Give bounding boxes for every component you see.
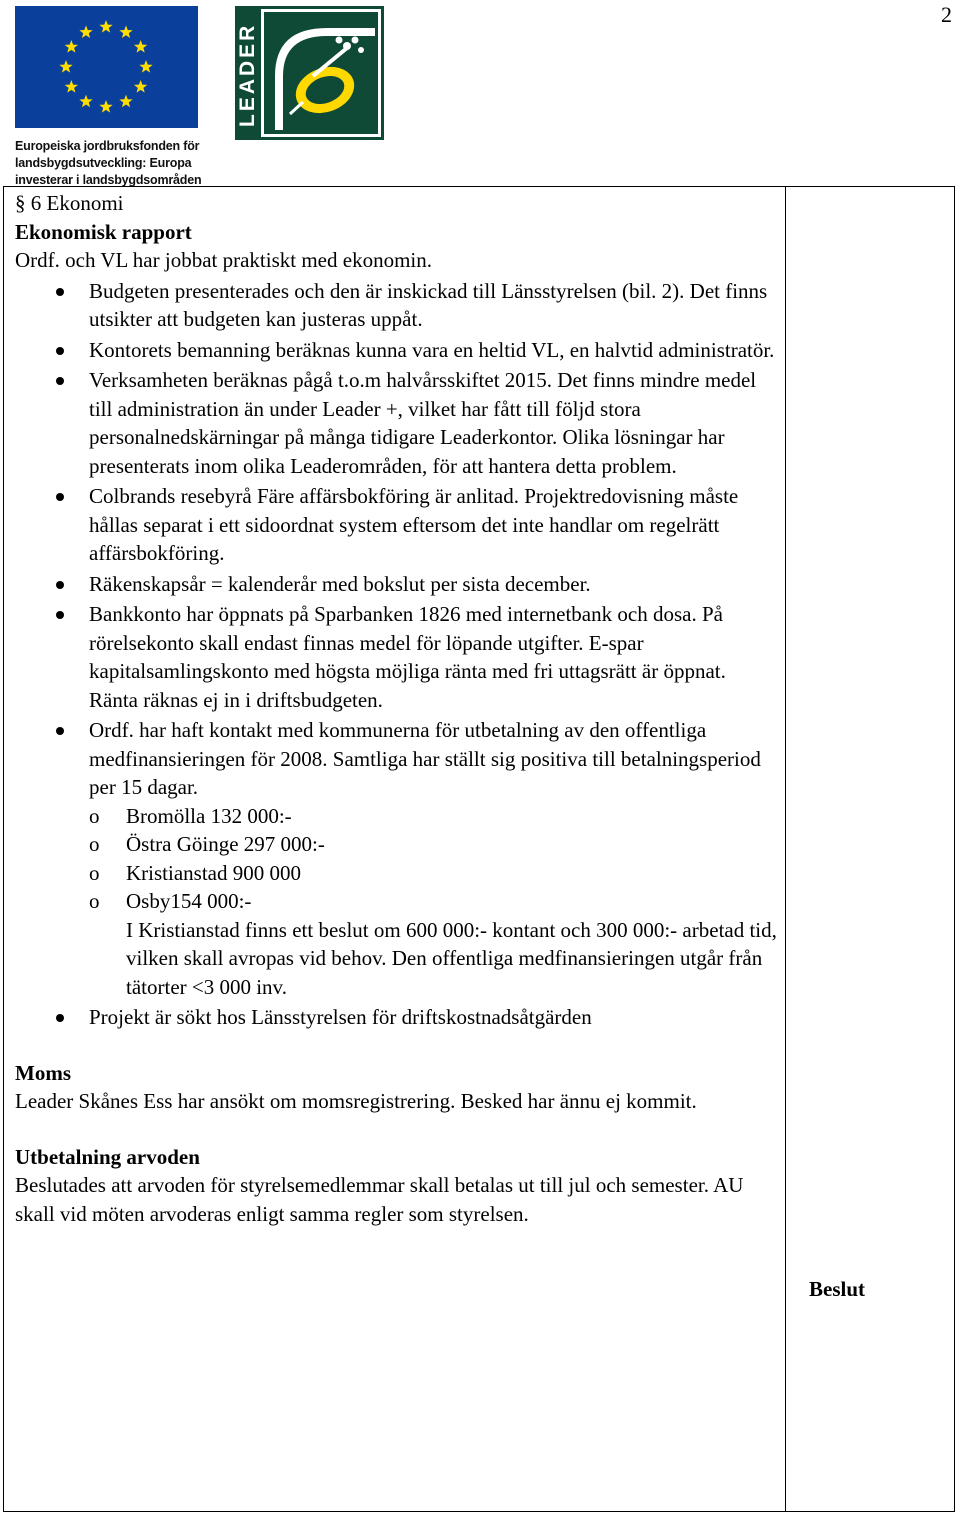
eu-star-icon: [65, 40, 78, 53]
column-divider: [785, 187, 786, 1511]
eu-star-icon: [119, 25, 132, 38]
sub-bullet-icon: o: [89, 803, 100, 828]
eu-caption-line: investerar i landsbygdsområden: [15, 173, 202, 187]
eu-star-icon: [65, 80, 78, 93]
bullet-icon: [56, 347, 64, 355]
bullet-icon: [56, 611, 64, 619]
eu-star-icon: [134, 80, 147, 93]
minutes-table: [3, 186, 955, 1512]
list-item: Budgeten presenterades och den är inskickad till Länsstyrelsen (bil. 2). Det finns utsikter att budgeten kan justeras uppåt.: [15, 277, 780, 334]
eu-star-icon: [134, 40, 147, 53]
sub-bullet-icon: o: [89, 860, 100, 885]
eu-flag-icon: [15, 6, 198, 128]
eu-star-icon: [59, 60, 72, 73]
list-item: Bankkonto har öppnats på Sparbanken 1826 med internetbank och dosa. På rörelsekonto skall endast finnas medel för löpande utgifter. E-spar kapitalsamlingskonto med högsta möjliga ränta med fri uttagsrätt är öppnat. Ränta räknas ej in i driftsbudgeten.: [15, 600, 780, 714]
eu-logo: [15, 6, 205, 189]
eu-star-icon: [139, 60, 152, 73]
decision-label: Beslut: [809, 1277, 866, 1301]
spacer: [15, 1032, 780, 1059]
eu-star-icon: [79, 25, 92, 38]
leader-logo-text: LEADER: [236, 22, 259, 128]
bullet-icon: [56, 288, 64, 296]
municipality-item: o Östra Göinge 297 000:-: [89, 830, 780, 859]
spacer: [15, 1116, 780, 1143]
economic-report-list: [15, 277, 780, 1032]
eu-caption: [15, 138, 205, 189]
kristianstad-note: I Kristianstad finns ett beslut om 600 000:- kontant och 300 000:- arbetad tid, vilken skall avropas vid behov. Den offentliga medfinansieringen utgår från tätorter <3 000 inv.: [126, 917, 777, 999]
fees-heading: Utbetalning arvoden: [15, 1144, 200, 1169]
eu-star-icon: [99, 20, 112, 33]
municipality-list: [89, 802, 780, 916]
list-item: Räkenskapsår = kalenderår med bokslut per sista december.: [15, 570, 780, 599]
sub-bullet-icon: o: [89, 889, 100, 913]
vat-text: Leader Skånes Ess har ansökt om momsregistrering. Besked har ännu ej kommit.: [15, 1089, 697, 1113]
sub-bullet-icon: o: [89, 832, 100, 856]
section-title: § 6 Ekonomi: [15, 191, 124, 215]
eu-caption-line: landsbygdsutveckling: Europa: [15, 156, 192, 170]
economic-report-intro: Ordf. och VL har jobbat praktiskt med ekonomin.: [15, 248, 432, 272]
decision-column: [790, 187, 954, 1511]
fees-text: Beslutades att arvoden för styrelsemedlemmar skall betalas ut till jul och semester. AU skall vid möten arvoderas enligt samma regler som styrelsen.: [15, 1173, 744, 1226]
bullet-icon: [56, 493, 64, 501]
bullet-icon: [56, 581, 64, 589]
municipality-item: o Osby154 000:-: [89, 887, 780, 916]
list-item: Verksamheten beräknas pågå t.o.m halvårsskiftet 2015. Det finns mindre medel till administration än under Leader +, vilket har fått till följd stora personalnedskärningar på många tidigare Leaderkontor. Olika lösningar har presenterats inom olika Leaderområden, för att hantera detta problem.: [15, 366, 780, 480]
bullet-icon: [56, 727, 64, 735]
municipality-item: o Bromölla 132 000:-: [89, 802, 780, 831]
bullet-icon: [56, 1014, 64, 1022]
eu-star-icon: [119, 95, 132, 108]
eu-star-icon: [79, 95, 92, 108]
vat-heading: Moms: [15, 1060, 71, 1085]
municipality-item: o Kristianstad 900 000: [89, 859, 780, 888]
eu-star-icon: [99, 100, 112, 113]
eu-caption-line: Europeiska jordbruksfonden för: [15, 139, 200, 153]
page-number: 2: [941, 2, 952, 27]
economic-report-heading: Ekonomisk rapport: [15, 219, 192, 244]
list-item: Colbrands resebyrå Färe affärsbokföring är anlitad. Projektredovisning måste hållas separat i ett sidoordnat system eftersom det inte handlar om regelrätt affärsbokföring.: [15, 482, 780, 568]
minutes-content-column: [15, 189, 780, 1228]
leader-logo: [235, 6, 384, 140]
bullet-icon: [56, 377, 64, 385]
list-item: Kontorets bemanning beräknas kunna vara en heltid VL, en halvtid administratör.: [15, 336, 780, 365]
list-item: Projekt är sökt hos Länsstyrelsen för driftskostnadsåtgärden: [15, 1003, 780, 1032]
list-item: Ordf. har haft kontakt med kommunerna för utbetalning av den offentliga medfinansieringen för 2008. Samtliga har ställt sig positiva till betalningsperiod per 15 dagar. o Bromölla 132 000:- o Östra Göinge 297 000:- o Kristianstad 900 000 o Osby154 000:- I Kristianstad finns ett beslut om 600 000:- kontant och 300 000:- arbetad tid, vilken skall avropas vid behov. Den offentliga medfinansieringen utgår från tätorter <3 000 inv.: [15, 716, 780, 1001]
